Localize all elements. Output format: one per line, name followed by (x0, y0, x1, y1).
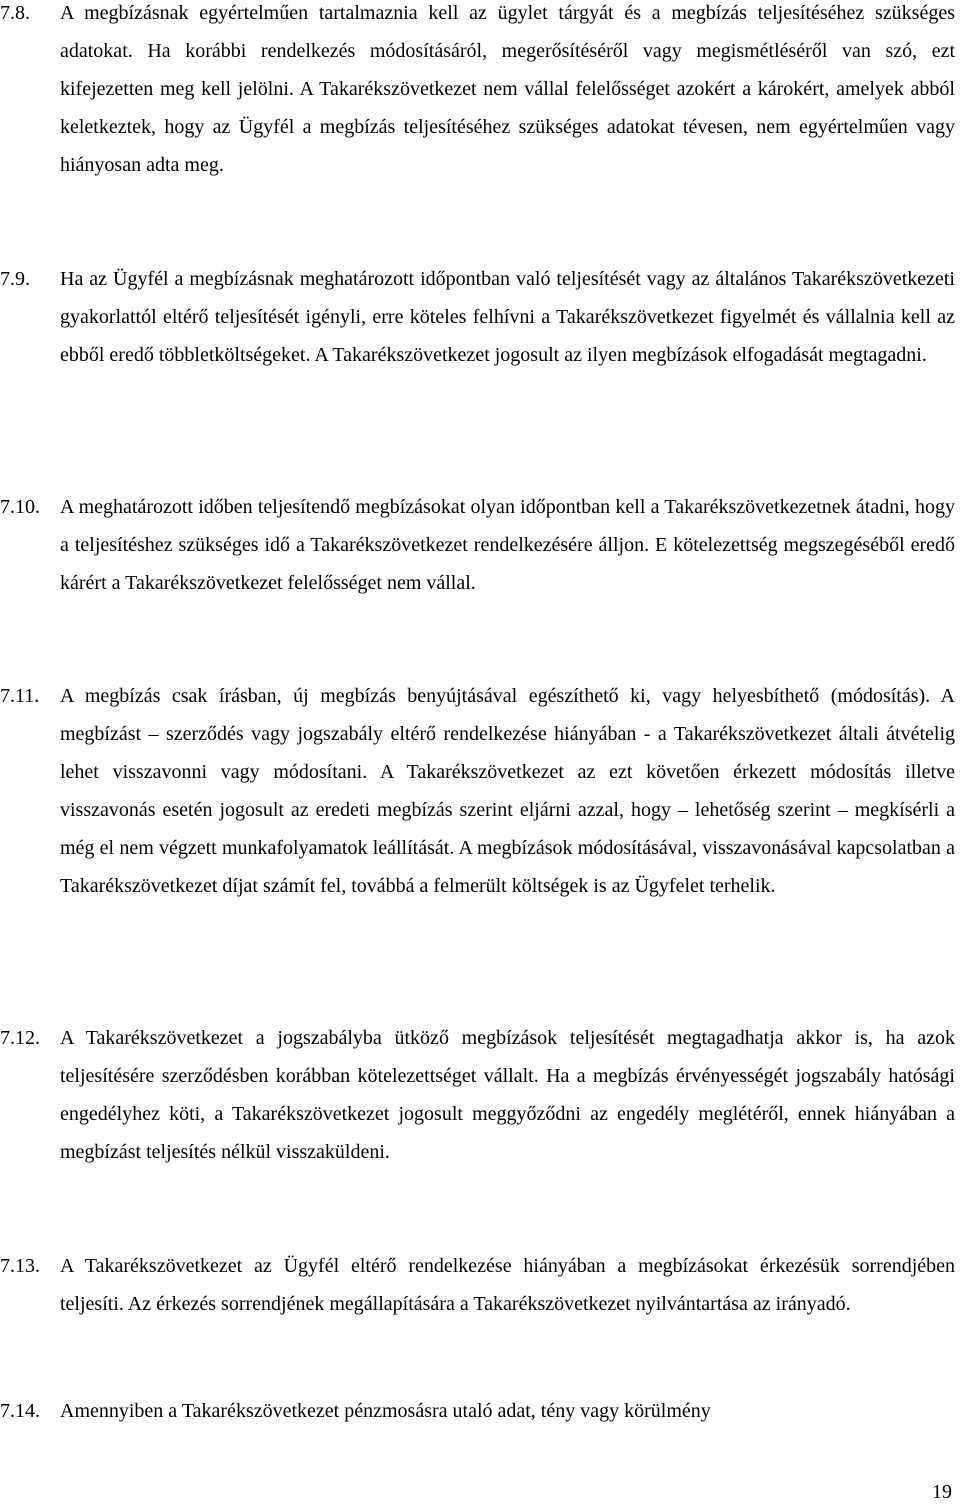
paragraph-text: Ha az Ügyfél a megbízásnak meghatározott időpontban való teljesítését vagy az általános Takarékszövetkezeti gyakorlattól eltérő teljesítését igényli, erre köteles felhívni a Takarékszövetkezet figyelmét és vállalnia kell az ebből eredő többletköltségeket. A Takarékszövetkezet jogosult az ilyen megbízások elfogadását megtagadni. (60, 268, 955, 366)
paragraph-7-11 (0, 677, 955, 905)
paragraph-7-9 (0, 260, 955, 374)
paragraph-number: 7.9. (0, 268, 30, 290)
paragraph-text: A meghatározott időben teljesítendő megbízásokat olyan időpontban kell a Takarékszövetkezetnek átadni, hogy a teljesítéshez szükséges idő a Takarékszövetkezet rendelkezésére álljon. E kötelezettség megszegéséből eredő kárért a Takarékszövetkezet felelősséget nem vállal. (60, 496, 955, 594)
paragraph-text: A megbízásnak egyértelműen tartalmaznia kell az ügylet tárgyát és a megbízás teljesítéséhez szükséges adatokat. Ha korábbi rendelkezés módosításáról, megerősítéséről vagy megismétléséről van szó, ezt kifejezetten meg kell jelölni. A Takarékszövetkezet nem vállal felelősséget azokért a károkért, amelyek abból keletkeztek, hogy az Ügyfél a megbízás teljesítéséhez szükséges adatokat tévesen, nem egyértelműen vagy hiányosan adta meg. (60, 2, 955, 176)
paragraph-text: A Takarékszövetkezet az Ügyfél eltérő rendelkezése hiányában a megbízásokat érkezésük sorrendjében teljesíti. Az érkezés sorrendjének megállapítására a Takarékszövetkezet nyilvántartása az irányadó. (60, 1255, 955, 1315)
paragraph-text: A megbízás csak írásban, új megbízás benyújtásával egészíthető ki, vagy helyesbíthető (módosítás). A megbízást – szerződés vagy jogszabály eltérő rendelkezése hiányában - a Takarékszövetkezet általi átvételig lehet visszavonni vagy módosítani. A Takarékszövetkezet az ezt követően érkezett módosítás illetve visszavonás esetén jogosult az eredeti megbízás szerint eljárni azzal, hogy – lehetőség szerint – megkísérli a még el nem végzett munkafolyamatok leállítását. A megbízások módosításával, visszavonásával kapcsolatban a Takarékszövetkezet díjat számít fel, továbbá a felmerült költségek is az Ügyfelet terhelik. (60, 685, 955, 897)
paragraph-7-12 (0, 1019, 955, 1171)
paragraph-7-14 (0, 1392, 955, 1430)
paragraph-7-13 (0, 1247, 955, 1323)
paragraph-number: 7.8. (0, 2, 30, 24)
paragraph-text: A Takarékszövetkezet a jogszabályba ütköző megbízások teljesítését megtagadhatja akkor is, ha azok teljesítésére szerződésben korábban kötelezettséget vállalt. Ha a megbízás érvényességét jogszabály hatósági engedélyhez köti, a Takarékszövetkezet jogosult meggyőződni az engedély meglétéről, ennek hiányában a megbízást teljesítés nélkül visszaküldeni. (60, 1027, 955, 1163)
paragraph-number: 7.11. (0, 685, 40, 707)
paragraph-number: 7.13. (0, 1255, 40, 1277)
paragraph-number: 7.10. (0, 496, 40, 518)
paragraph-number: 7.14. (0, 1400, 40, 1422)
paragraph-number: 7.12. (0, 1027, 40, 1049)
paragraph-7-10 (0, 488, 955, 602)
paragraph-7-8 (0, 0, 955, 184)
page-number: 19 (932, 1481, 952, 1503)
paragraph-text: Amennyiben a Takarékszövetkezet pénzmosásra utaló adat, tény vagy körülmény (60, 1400, 711, 1422)
